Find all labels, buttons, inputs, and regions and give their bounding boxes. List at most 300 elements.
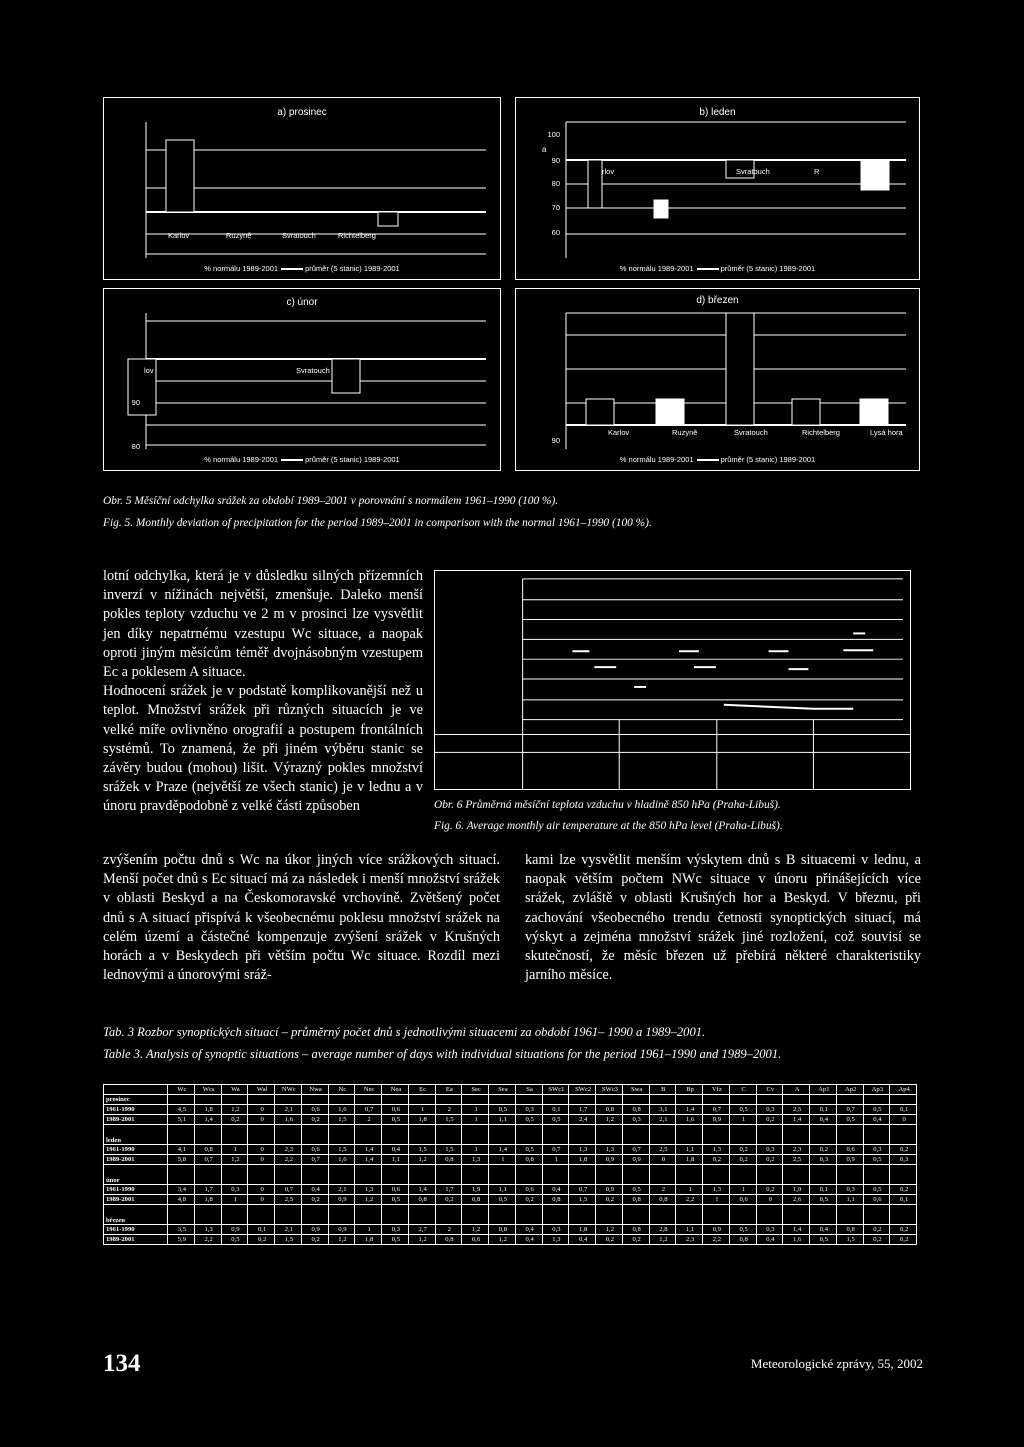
table-cell: 1,2 xyxy=(649,1235,676,1245)
table-cell: 1,8 xyxy=(355,1235,382,1245)
table-cell xyxy=(649,1095,676,1105)
y-axis-label: a xyxy=(542,145,547,154)
table-cell xyxy=(863,1205,890,1225)
table-cell: 0,3 xyxy=(756,1105,783,1115)
y-tick-label: 60 xyxy=(551,228,560,237)
table-cell xyxy=(221,1095,248,1105)
table-cell: 1,1 xyxy=(676,1145,703,1155)
table-cell: 0,4 xyxy=(515,1235,542,1245)
table-cell: 0,6 xyxy=(836,1145,863,1155)
y-tick-label: 90 xyxy=(551,156,560,165)
column-header: Ea xyxy=(435,1085,462,1095)
table-cell: 2 xyxy=(435,1225,462,1235)
table-cell: 1,9 xyxy=(462,1185,489,1195)
table-cell xyxy=(542,1205,569,1225)
table-cell xyxy=(542,1165,569,1185)
table-cell: 2,3 xyxy=(783,1145,810,1155)
table-cell: 1,5 xyxy=(328,1115,355,1125)
table-cell xyxy=(729,1205,756,1225)
table-cell: 1,2 xyxy=(408,1155,435,1165)
table-cell: 0,3 xyxy=(622,1115,649,1125)
group-label: březen xyxy=(104,1205,168,1225)
table-cell xyxy=(783,1095,810,1105)
table-cell xyxy=(676,1165,703,1185)
column-header: Nea xyxy=(382,1085,409,1095)
table-cell: 2,8 xyxy=(649,1225,676,1235)
table-row xyxy=(104,1185,917,1195)
table-cell: 1,2 xyxy=(596,1225,623,1235)
table-cell: 0,4 xyxy=(863,1115,890,1125)
table-cell xyxy=(569,1125,596,1145)
text-right-column: kami lze vysvětlit menším výskytem dnů s B situacemi v lednu, a naopak větším počtem NWc situace v únoru přinášejících více srážek, zvláště v oblasti Krušných hor a Beskyd. V březnu, při zachování všeobecného trendu četnosti synoptických situací, má výskyt a zejména množství srážek jiné rozložení, což souvisí se skutečností, že měsíc březen už přebírá některé charakteristiky jarního měsíce. xyxy=(525,852,921,984)
chart-panel-brezen xyxy=(515,288,920,471)
table-cell: 0,2 xyxy=(756,1155,783,1165)
bar-lysá-hora xyxy=(860,399,888,425)
table-cell: 0,5 xyxy=(382,1115,409,1125)
table3-caption-en: Table 3. Analysis of synoptic situations – average number of days with individual situations for the period 1961–1990 and 1989–2001. xyxy=(103,1047,782,1061)
fig6-caption-cz: Obr. 6 Průměrná měsíční teplota vzduchu v hladině 850 hPa (Praha-Libuš). xyxy=(434,799,781,811)
table-cell: 1,1 xyxy=(382,1155,409,1165)
table-cell xyxy=(863,1165,890,1185)
table-cell: 1 xyxy=(355,1225,382,1235)
table-cell: 0,2 xyxy=(596,1235,623,1245)
table-cell: 0,9 xyxy=(622,1155,649,1165)
table-cell: 0,4 xyxy=(542,1185,569,1195)
legend-line-label: průměr (5 stanic) 1989-2001 xyxy=(720,264,816,273)
table-cell: 0,2 xyxy=(890,1235,917,1245)
table-cell: 0,5 xyxy=(489,1195,516,1205)
table-cell: 5,8 xyxy=(168,1155,195,1165)
table-cell xyxy=(355,1125,382,1145)
table-cell xyxy=(194,1095,221,1105)
table-cell xyxy=(729,1125,756,1145)
table-cell: 0,1 xyxy=(810,1105,837,1115)
table-cell: 0,8 xyxy=(462,1195,489,1205)
table-cell xyxy=(596,1095,623,1105)
table-cell xyxy=(462,1165,489,1185)
table-cell: 2,5 xyxy=(783,1105,810,1115)
table-cell xyxy=(408,1095,435,1105)
table-cell: 1 xyxy=(462,1115,489,1125)
table-cell: 1,5 xyxy=(435,1115,462,1125)
table-cell: 1,2 xyxy=(328,1235,355,1245)
table-cell xyxy=(890,1125,917,1145)
table-cell: 0,5 xyxy=(382,1235,409,1245)
table-cell: 0,5 xyxy=(729,1105,756,1115)
table-cell: 0,8 xyxy=(515,1155,542,1165)
table-cell xyxy=(890,1205,917,1225)
table-cell xyxy=(382,1095,409,1105)
table-cell: 1 xyxy=(729,1185,756,1195)
table-cell: 0,3 xyxy=(756,1225,783,1235)
table-cell xyxy=(435,1205,462,1225)
table-cell: 0,2 xyxy=(622,1235,649,1245)
table-cell xyxy=(890,1095,917,1105)
table-cell: 0,5 xyxy=(489,1105,516,1115)
table-cell xyxy=(569,1165,596,1185)
table-cell: 2,5 xyxy=(275,1195,302,1205)
legend-bar-label: % normálu 1989-2001 xyxy=(619,264,694,273)
column-header: SWc2 xyxy=(569,1085,596,1095)
table-cell: 1 xyxy=(462,1105,489,1115)
chart-legend xyxy=(104,264,500,273)
table-row xyxy=(104,1195,917,1205)
table-cell: 1,5 xyxy=(408,1145,435,1155)
table-cell xyxy=(248,1205,275,1225)
table-cell: 0,8 xyxy=(729,1235,756,1245)
table-cell: 0,6 xyxy=(462,1235,489,1245)
table-cell: 0,2 xyxy=(756,1115,783,1125)
table-cell: 2 xyxy=(435,1105,462,1115)
y-tick-label: 100 xyxy=(547,130,560,139)
y-tick-label: 80 xyxy=(551,179,560,188)
table-cell xyxy=(435,1095,462,1105)
table-cell xyxy=(756,1095,783,1105)
table-cell: 2,1 xyxy=(649,1115,676,1125)
column-header: Sea xyxy=(489,1085,516,1095)
table-cell xyxy=(301,1205,328,1225)
table-cell: 1,8 xyxy=(408,1115,435,1125)
table-cell: 0 xyxy=(248,1115,275,1125)
table-cell: 0,4 xyxy=(810,1225,837,1235)
table-cell xyxy=(194,1165,221,1185)
table-cell: 0,9 xyxy=(703,1115,730,1125)
column-header: Nc xyxy=(328,1085,355,1095)
bar-richtelberg xyxy=(588,160,602,208)
legend-line-label: průměr (5 stanic) 1989-2001 xyxy=(305,264,400,273)
table-cell: 0,6 xyxy=(729,1195,756,1205)
column-header: SWc1 xyxy=(542,1085,569,1095)
table-cell: 0,8 xyxy=(542,1195,569,1205)
station-label: Karlov xyxy=(168,231,190,240)
table-cell xyxy=(703,1205,730,1225)
table-cell: 0,6 xyxy=(382,1185,409,1195)
table-cell: 1,6 xyxy=(328,1155,355,1165)
table-cell: 1,5 xyxy=(435,1145,462,1155)
table-cell: 0,1 xyxy=(890,1195,917,1205)
table-cell: 0,3 xyxy=(890,1155,917,1165)
table-cell xyxy=(168,1125,195,1145)
table-cell xyxy=(783,1125,810,1145)
table-cell: 0,2 xyxy=(435,1195,462,1205)
station-label: lov xyxy=(144,366,154,375)
table-cell: 1,4 xyxy=(783,1225,810,1235)
table-cell xyxy=(596,1205,623,1225)
synoptic-situations-table xyxy=(103,1084,917,1245)
table-row xyxy=(104,1115,917,1125)
table-cell xyxy=(622,1205,649,1225)
table-cell xyxy=(622,1095,649,1105)
table-cell: 0 xyxy=(890,1115,917,1125)
table-cell: 0,7 xyxy=(194,1155,221,1165)
table-cell: 1,4 xyxy=(355,1145,382,1155)
table-cell xyxy=(221,1165,248,1185)
table-cell: 0,7 xyxy=(836,1105,863,1115)
table-cell: 0,3 xyxy=(382,1225,409,1235)
table-cell: 1,2 xyxy=(408,1235,435,1245)
bar-ruzyně xyxy=(332,359,360,393)
table-cell: 0,3 xyxy=(810,1155,837,1165)
chart-panel-prosinec xyxy=(103,97,501,280)
table-cell: 3,1 xyxy=(649,1105,676,1115)
table-cell: 0,2 xyxy=(810,1145,837,1155)
table-cell: 0,8 xyxy=(649,1195,676,1205)
bar-karlov xyxy=(654,200,668,218)
table-cell: 1 xyxy=(676,1185,703,1195)
table-cell: 1,5 xyxy=(569,1195,596,1205)
table-cell: 1,2 xyxy=(221,1155,248,1165)
table-cell: 0 xyxy=(248,1185,275,1195)
table-corner-cell xyxy=(104,1085,168,1095)
legend-bar-label: % normálu 1989-2001 xyxy=(619,455,694,464)
table-cell: 2,2 xyxy=(275,1155,302,1165)
table-cell: 1,1 xyxy=(836,1195,863,1205)
table-cell: 1,4 xyxy=(194,1115,221,1125)
table-cell xyxy=(355,1205,382,1225)
station-label: R xyxy=(814,167,820,176)
table-cell: 1,6 xyxy=(328,1105,355,1115)
table-cell: 0 xyxy=(756,1195,783,1205)
legend-line-swatch xyxy=(281,459,303,461)
table-cell xyxy=(489,1205,516,1225)
column-header: Ap2 xyxy=(836,1085,863,1095)
table-cell: 0,2 xyxy=(729,1145,756,1155)
table-cell xyxy=(328,1125,355,1145)
table-cell xyxy=(515,1125,542,1145)
table-cell: 0,9 xyxy=(328,1225,355,1235)
table-cell: 1 xyxy=(542,1155,569,1165)
table-cell xyxy=(783,1205,810,1225)
table-cell: 0,3 xyxy=(756,1145,783,1155)
chart-panel-leden xyxy=(515,97,920,280)
table-cell: 0,9 xyxy=(596,1155,623,1165)
table-cell xyxy=(194,1205,221,1225)
table-cell: 0,3 xyxy=(836,1185,863,1195)
table-cell xyxy=(462,1125,489,1145)
row-period: 1989-2001 xyxy=(104,1115,168,1125)
y-tick-label: 90 xyxy=(551,436,560,445)
table-cell: 0,5 xyxy=(810,1235,837,1245)
table-cell xyxy=(355,1095,382,1105)
table-cell xyxy=(596,1125,623,1145)
table-cell xyxy=(248,1095,275,1105)
table-cell xyxy=(221,1125,248,1145)
table-cell: 0,4 xyxy=(382,1145,409,1155)
column-header: Ec xyxy=(408,1085,435,1095)
table-cell: 0,8 xyxy=(194,1145,221,1155)
table-cell xyxy=(810,1205,837,1225)
table-cell: 0,6 xyxy=(863,1195,890,1205)
table-cell: 1,8 xyxy=(194,1195,221,1205)
table-cell xyxy=(569,1205,596,1225)
bar-ruzyně xyxy=(378,212,398,226)
plot-area xyxy=(542,122,906,258)
table-cell xyxy=(863,1125,890,1145)
table-cell: 0,9 xyxy=(703,1225,730,1235)
table-cell: 0,8 xyxy=(489,1225,516,1235)
group-label: leden xyxy=(104,1125,168,1145)
table-cell: 1,6 xyxy=(676,1115,703,1125)
column-header: C xyxy=(729,1085,756,1095)
table-cell xyxy=(328,1205,355,1225)
table-cell xyxy=(810,1095,837,1105)
column-header: Sec xyxy=(462,1085,489,1095)
table-cell: 1,2 xyxy=(462,1225,489,1235)
table-cell xyxy=(435,1125,462,1145)
table-cell: 0,9 xyxy=(328,1195,355,1205)
chart-legend xyxy=(516,455,919,464)
column-header: Wcs xyxy=(194,1085,221,1095)
table-cell: 0,2 xyxy=(890,1225,917,1235)
table-cell: 2,3 xyxy=(275,1145,302,1155)
table-cell: 1,1 xyxy=(489,1185,516,1195)
table-cell xyxy=(863,1095,890,1105)
table-cell xyxy=(729,1095,756,1105)
table-cell xyxy=(515,1205,542,1225)
table-cell xyxy=(275,1205,302,1225)
table-cell: 0,5 xyxy=(221,1235,248,1245)
table-cell xyxy=(168,1095,195,1105)
table-cell: 1 xyxy=(489,1155,516,1165)
table-cell: 1,6 xyxy=(275,1115,302,1125)
column-header: Wal xyxy=(248,1085,275,1095)
table-group-row xyxy=(104,1125,917,1145)
table-cell: 0,1 xyxy=(542,1105,569,1115)
station-label: Richtelberg xyxy=(338,231,376,240)
legend-line-label: průměr (5 stanic) 1989-2001 xyxy=(305,455,400,464)
station-label: Richtelberg xyxy=(802,428,840,437)
table-cell: 0,5 xyxy=(810,1195,837,1205)
fig5-caption-cz: Obr. 5 Měsíční odchylka srážek za období 1989–2001 v porovnání s normálem 1961–1990 (100 %). xyxy=(103,495,559,507)
precipitation-chart-unor xyxy=(131,313,486,451)
table-cell: 1,3 xyxy=(194,1225,221,1235)
table-cell: 0,5 xyxy=(863,1105,890,1115)
y-tick-label: 90 xyxy=(131,398,140,407)
column-header: Ap3 xyxy=(863,1085,890,1095)
table-cell xyxy=(301,1095,328,1105)
table-cell: 0,1 xyxy=(810,1185,837,1195)
table-cell: 1,8 xyxy=(569,1155,596,1165)
table-cell xyxy=(703,1165,730,1185)
plot-area xyxy=(551,313,906,449)
table-cell: 0,7 xyxy=(622,1145,649,1155)
table-cell xyxy=(542,1095,569,1105)
table-cell: 0 xyxy=(248,1145,275,1155)
table-cell xyxy=(408,1125,435,1145)
table-cell: 0,4 xyxy=(810,1115,837,1125)
table-cell: 4,1 xyxy=(168,1145,195,1155)
table-cell: 2,2 xyxy=(194,1235,221,1245)
table-cell: 1,4 xyxy=(676,1105,703,1115)
table3-caption-cz: Tab. 3 Rozbor synoptických situací – průměrný počet dnů s jednotlivými situacemi za období 1961– 1990 a 1989–2001. xyxy=(103,1025,706,1039)
table-cell: 0,7 xyxy=(275,1185,302,1195)
table-cell: 2 xyxy=(355,1115,382,1125)
table-cell: 1,8 xyxy=(676,1155,703,1165)
table-cell xyxy=(301,1165,328,1185)
table-cell: 0,2 xyxy=(729,1155,756,1165)
table-row xyxy=(104,1235,917,1245)
table-cell: 0 xyxy=(649,1155,676,1165)
page-number: 134 xyxy=(103,1350,141,1377)
column-header: Ap4 xyxy=(890,1085,917,1095)
table-cell xyxy=(756,1125,783,1145)
table-cell: 1,1 xyxy=(676,1225,703,1235)
table-cell: 1,5 xyxy=(836,1235,863,1245)
column-header: Bp xyxy=(676,1085,703,1095)
table-cell: 1,3 xyxy=(703,1185,730,1195)
table-cell: 1,3 xyxy=(462,1155,489,1165)
table-cell xyxy=(649,1205,676,1225)
chart-panel-unor xyxy=(103,288,501,471)
table-cell xyxy=(515,1095,542,1105)
table-cell: 1 xyxy=(408,1105,435,1115)
table-cell: 0,8 xyxy=(435,1155,462,1165)
table-cell: 1,5 xyxy=(328,1145,355,1155)
table-cell: 0,5 xyxy=(863,1185,890,1195)
table-cell: 0,9 xyxy=(836,1155,863,1165)
table-cell xyxy=(836,1095,863,1105)
table-cell: 0,2 xyxy=(248,1235,275,1245)
table-cell: 1,7 xyxy=(569,1105,596,1115)
bar-ruzyně xyxy=(656,399,684,425)
table-cell: 0,5 xyxy=(382,1195,409,1205)
table-cell: 0,2 xyxy=(756,1185,783,1195)
journal-name: Meteorologické zprávy, 55, 2002 xyxy=(750,1356,923,1371)
table-cell: 5,1 xyxy=(168,1115,195,1125)
table-header-row xyxy=(104,1085,917,1095)
table-cell xyxy=(649,1125,676,1145)
table-cell: 0,2 xyxy=(301,1115,328,1125)
table-cell: 1,3 xyxy=(703,1145,730,1155)
table-cell xyxy=(382,1205,409,1225)
table-cell xyxy=(408,1205,435,1225)
table-cell xyxy=(703,1125,730,1145)
table-group-row xyxy=(104,1165,917,1185)
table-cell: 1 xyxy=(462,1145,489,1155)
table-group-row xyxy=(104,1205,917,1225)
bar-karlov xyxy=(166,140,194,212)
table-cell: 1 xyxy=(729,1115,756,1125)
table-cell xyxy=(756,1165,783,1185)
table-cell: 0,6 xyxy=(382,1105,409,1115)
table-cell: 0,2 xyxy=(301,1235,328,1245)
table-cell: 1 xyxy=(703,1195,730,1205)
table-cell: 0,9 xyxy=(221,1225,248,1235)
station-label: Svratouch xyxy=(296,366,330,375)
table-cell: 0,2 xyxy=(863,1235,890,1245)
table-row xyxy=(104,1145,917,1155)
table-cell: 1,8 xyxy=(569,1225,596,1235)
table-cell: 0,8 xyxy=(596,1105,623,1115)
station-label: Lysá hora xyxy=(870,428,903,437)
table-cell: 2,1 xyxy=(275,1105,302,1115)
table-cell: 0,6 xyxy=(301,1105,328,1115)
table-cell xyxy=(756,1205,783,1225)
bar-richtelberg xyxy=(792,399,820,425)
table-cell: 0,7 xyxy=(542,1145,569,1155)
table-cell xyxy=(729,1165,756,1185)
table-cell: 0,8 xyxy=(435,1235,462,1245)
fig6-chart xyxy=(434,570,911,790)
table-cell: 1,3 xyxy=(355,1185,382,1195)
table-cell: 0,2 xyxy=(890,1185,917,1195)
station-label: L xyxy=(882,167,887,176)
table-cell: 2,6 xyxy=(783,1195,810,1205)
table-cell: 1,5 xyxy=(275,1235,302,1245)
table-cell xyxy=(221,1205,248,1225)
table-row xyxy=(104,1225,917,1235)
y-tick-label: 70 xyxy=(551,203,560,212)
